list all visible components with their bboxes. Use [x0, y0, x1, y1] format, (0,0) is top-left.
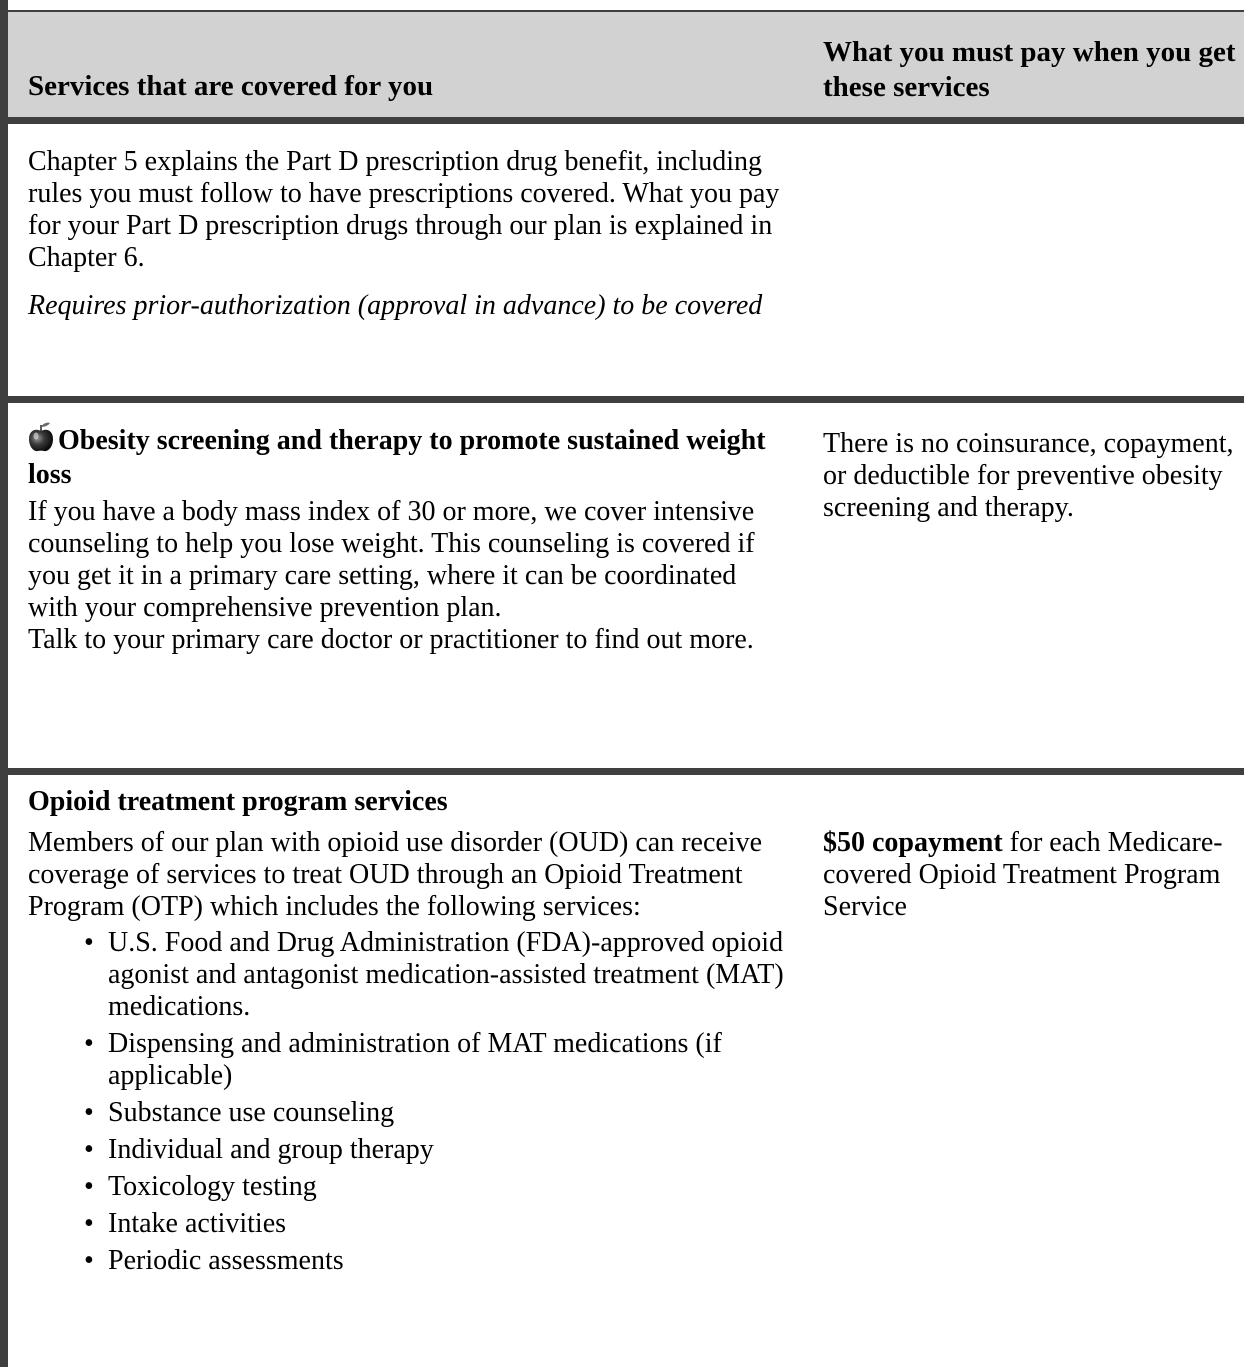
bullet: • — [84, 1171, 94, 1202]
list-item: • Individual and group therapy — [84, 1134, 434, 1165]
table-row — [8, 124, 1244, 396]
row-divider — [8, 117, 1244, 124]
bullet: • — [84, 1028, 94, 1059]
list-item: • Dispensing and administration of MAT medications (if applicable) — [84, 1028, 722, 1091]
row2-cost: There is no coinsurance, copayment, or deductible for preventive obesity screening and therapy. — [823, 428, 1234, 523]
list-item: • U.S. Food and Drug Administration (FDA)-approved opioid agonist and antagonist medication-assisted treatment (MAT) medications. — [84, 927, 784, 1022]
table-row — [8, 403, 1244, 768]
list-item: • Substance use counseling — [84, 1097, 395, 1128]
row1-cost — [803, 124, 1244, 396]
bullet: • — [84, 927, 94, 958]
bullet: • — [84, 1245, 94, 1276]
table-header — [8, 10, 1244, 117]
row1-prior-auth-note: Requires prior-authorization (approval in advance) to be covered — [28, 290, 763, 321]
list-item: • Toxicology testing — [84, 1171, 317, 1202]
row2-paragraph: If you have a body mass index of 30 or more, we cover intensive counseling to help you lose weight. This counseling is covered if you get it in a primary care setting, where it can be coordinated with your comprehensive prevention plan. — [28, 496, 755, 623]
row2-title-line — [28, 422, 793, 492]
row3-title: Opioid treatment program services — [28, 786, 448, 817]
row3-cost — [823, 827, 1240, 923]
services-list — [28, 927, 793, 1277]
list-item: • Intake activities — [84, 1208, 287, 1239]
bullet: • — [84, 1134, 94, 1165]
row2-paragraph-2: Talk to your primary care doctor or practitioner to find out more. — [28, 624, 754, 655]
row-divider — [8, 768, 1244, 775]
apple-icon — [28, 422, 54, 452]
header-services: Services that are covered for you — [28, 70, 434, 102]
row2-title: Obesity screening and therapy to promote sustained weight loss — [28, 425, 766, 490]
bullet: • — [84, 1208, 94, 1239]
header-payment: What you must pay when you get these services — [823, 36, 1236, 103]
copayment-description: for each Medicare-covered Opioid Treatment Program Service — [823, 827, 1223, 922]
table-row — [8, 775, 1244, 1367]
copayment-amount: $50 copayment — [823, 827, 1003, 858]
row-divider — [8, 396, 1244, 403]
row1-paragraph: Chapter 5 explains the Part D prescription drug benefit, including rules you must follow to have prescriptions covered. What you pay for your Part D prescription drugs through our plan is explained in Chapter 6. — [28, 146, 780, 273]
bullet: • — [84, 1097, 94, 1128]
list-item: • Periodic assessments — [84, 1245, 344, 1276]
row3-paragraph: Members of our plan with opioid use disorder (OUD) can receive coverage of services to treat OUD through an Opioid Treatment Program (OTP) which includes the following services: — [28, 827, 763, 922]
